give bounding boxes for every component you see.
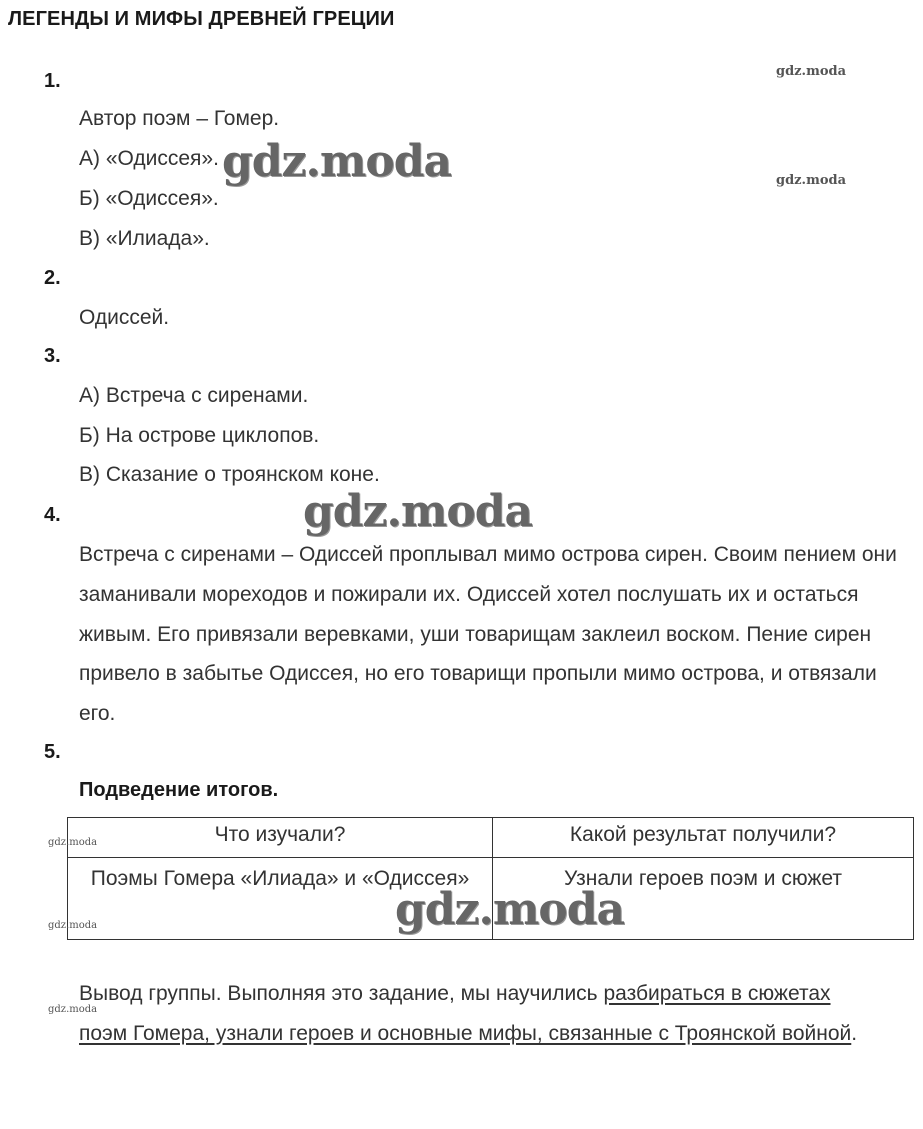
- task-number-5: 5.: [44, 741, 61, 763]
- table-cell: Узнали героев поэм и сюжет: [493, 858, 914, 940]
- task-number-1: 1.: [44, 70, 61, 92]
- table-header-cell: Какой результат получили?: [493, 818, 914, 858]
- table-header-cell: Что изучали?: [68, 818, 493, 858]
- conclusion-end: .: [851, 1021, 858, 1045]
- table-cell: Поэмы Гомера «Илиада» и «Одиссея»: [68, 858, 493, 940]
- conclusion-underlined: разбираться в сюжетах поэм Гомера, узнали героев и основные мифы, связанные с Троянской войной: [79, 982, 852, 1045]
- task-number-2: 2.: [44, 267, 61, 289]
- watermark-text: gdz.moda: [395, 884, 625, 935]
- task-4-paragraph: Встреча с сиренами – Одиссей проплывал мимо острова сирен. Своим пением они заманивали мореходов и пожирали их. Одиссей хотел послушать их и остаться живым. Его привязали веревками, уши товарищам заклеил воском. Пение сирен привело в забытье Одиссея, но его товарищи пропыли мимо острова, и отвязали его.: [79, 543, 897, 726]
- results-table: [67, 817, 914, 940]
- task-1-line-3: Б) «Одиссея».: [79, 187, 219, 210]
- watermark-text: gdz.moda: [776, 173, 847, 188]
- table-row: [68, 858, 914, 940]
- table-header-row: [68, 818, 914, 858]
- watermark-text: gdz.moda: [222, 136, 452, 187]
- task-1-line-4: В) «Илиада».: [79, 227, 210, 250]
- task-number-3: 3.: [44, 345, 61, 367]
- task-1-line-1: Автор поэм – Гомер.: [79, 107, 280, 130]
- watermark-text: gdz.moda: [776, 64, 847, 79]
- watermark-text: gdz.moda: [48, 1004, 98, 1015]
- group-conclusion: [79, 974, 879, 1053]
- conclusion-lead: Вывод группы. Выполняя это задание, мы научились: [79, 982, 604, 1005]
- task-2-line-1: Одиссей.: [79, 306, 170, 329]
- watermark-text: gdz.moda: [48, 837, 98, 848]
- task-3-line-3: В) Сказание о троянском коне.: [79, 463, 380, 486]
- task-number-4: 4.: [44, 504, 61, 526]
- task-3-line-2: Б) На острове циклопов.: [79, 424, 320, 447]
- watermark-text: gdz.moda: [48, 920, 98, 931]
- task-1-line-2: А) «Одиссея».: [79, 147, 219, 170]
- task-5-subheading: Подведение итогов.: [79, 779, 279, 801]
- task-3-line-1: А) Встреча с сиренами.: [79, 384, 309, 407]
- page-title: ЛЕГЕНДЫ И МИФЫ ДРЕВНЕЙ ГРЕЦИИ: [8, 8, 395, 30]
- watermark-text: gdz.moda: [303, 486, 533, 537]
